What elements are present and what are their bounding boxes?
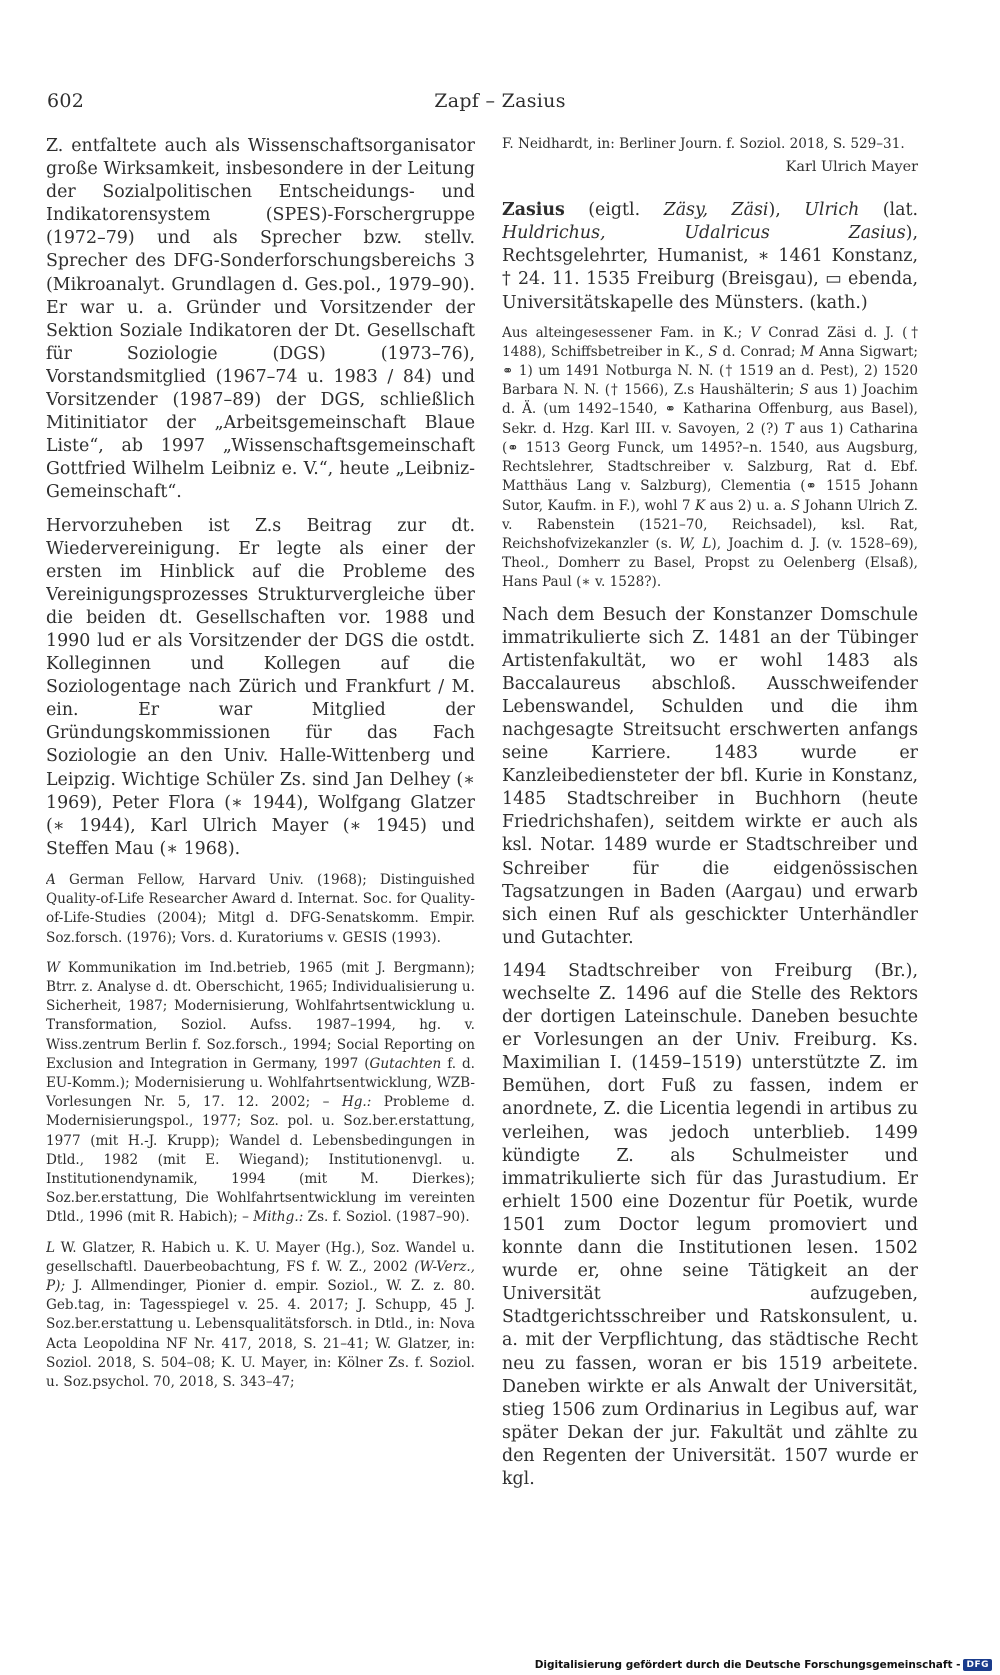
- genealogy-marker: S: [708, 343, 718, 360]
- works-text: Zs. f. Soziol. (1987–90).: [303, 1209, 470, 1226]
- genealogy-marker: M: [800, 343, 815, 360]
- left-column: [46, 135, 475, 1515]
- entry-header-italic: Zäsy, Zäsi: [663, 200, 769, 221]
- works-italic: Gutachten: [369, 1055, 442, 1072]
- literature-continuation: F. Neidhardt, in: Berliner Journ. f. Soziol. 2018, S. 529–31.: [502, 136, 905, 152]
- awards-text: German Fellow, Harvard Univ. (1968); Distinguished Quality-of-Life Researcher Award d. Internat. Soc. for Quality-of-Life-Studies (2004); Mitgl d. DFG-Senatskomm. Empir. Soz.forsch. (1976); Vors. d. Kuratoriums v. GESIS (1993).: [46, 871, 475, 946]
- works-text: f. d. EU-Komm.); Modernisierung u. Wohlfahrtsentwicklung, WZB-Vorlesungen Nr. 5, 17. 12. 2002; –: [46, 1055, 475, 1111]
- genealogy-marker: K: [695, 497, 706, 514]
- entry-name: Zasius: [502, 200, 565, 221]
- entry-header-italic: Ulrich: [804, 200, 860, 221]
- body-paragraph: Nach dem Besuch der Konstanzer Domschule immatrikulierte sich Z. 1481 an der Tübinger Artistenfakultät, wo er wohl 1483 als Baccalaureus abschloß. Ausschweifender Lebenswandel, Schulden und die ihm nachgesagte Streitsucht erschwerten anfangs seine Karriere. 1483 wurde er Kanzleibediensteter der bfl. Kurie in Konstanz, 1485 Stadtschreiber in Buchhorn (heute Friedrichshafen), seitdem wirkte er auch als ksl. Notar. 1489 wurde er Stadtschreiber und Schreiber für die eidgenössischen Tagsatzungen in Baden (Aargau) und erwarb sich einen Ruf als geschickter Unterhändler und Gutachter.: [502, 604, 918, 948]
- entry-header-text: (lat.: [859, 200, 918, 221]
- works-italic: Mithg.:: [253, 1209, 304, 1226]
- genealogy-text: Conrad Zäsi d. J. († 1488), Schiffsbetreiber in K.,: [502, 324, 918, 360]
- genealogy-marker: S: [790, 497, 801, 514]
- footer-text: Digitalisierung gefördert durch die Deutsche Forschungsgemeinschaft -: [534, 1659, 961, 1671]
- genealogy-text: aus 2) u. a.: [705, 497, 791, 514]
- literature-text: J. Allmendinger, Pionier d. empir. Soziol., W. Z. z. 80. Geb.tag, in: Tagesspiegel v. 25. 4. 2017; J. Schupp, 45 J. Soz.ber.erstattung u. Lebensqualitätsforsch. in Dtld., in: Nova Acta Leopoldina NF Nr. 417, 2018, S. 21–41; W. Glatzer, in: Soziol. 2018, S. 504–08; K. U. Mayer, in: Kölner Zs. f. Soziol. u. Soz.psychol. 70, 2018, S. 343–47;: [46, 1277, 475, 1390]
- genealogy-section: [502, 324, 918, 593]
- genealogy-text: aus 1) Catharina (⚭ 1513 Georg Funck, um 1495?–n. 1540, aus Augsburg, Rechtslehrer, Stadtschreiber v. Salzburg, Rat d. Ebf. Matthäus Lang v. Salzburg), Clementia (⚭ 1515 Johann Sutor, Kaufm. in F.), wohl 7: [502, 420, 918, 514]
- body-paragraph: Hervorzuheben ist Z.s Beitrag zur dt. Wiedervereinigung. Er legte als einer der ersten im Hinblick auf die Probleme des Vereinigungsprozesses Strukturvergleiche über die beiden dt. Gesellschaften vor. 1988 und 1990 lud er als Vorsitzender der DGS die ostdt. Kolleginnen und Kollegen auf die Soziologentage nach Zürich und Frankfurt / M. ein. Er war Mitglied der Gründungskommissionen für das Fach Soziologie an den Univ. Halle-Wittenberg und Leipzig. Wichtige Schüler Zs. sind Jan Delhey (∗ 1969), Peter Flora (∗ 1944), Wolfgang Glatzer (∗ 1944), Karl Ulrich Mayer (∗ 1945) und Steffen Mau (∗ 1968).: [46, 515, 475, 859]
- right-column: [502, 135, 918, 1515]
- entry-header: [502, 199, 918, 314]
- works-text: Probleme d. Modernisierungspol., 1977; Soz. pol. u. Soz.ber.erstattung, 1977 (mit H.-J. Krupp); Wandel d. Lebensbedingungen in Dtld., 1982 (mit E. Wiegand); Institutionenvgl. u. Institutionendynamik, 1994 (mit M. Dierkes); Soz.ber.erstattung, Die Wohlfahrtsentwicklung im vereinten Dtld., 1996 (mit R. Habich); –: [46, 1094, 475, 1226]
- entry-header-text: (eigtl.: [564, 200, 664, 221]
- awards-section: [46, 871, 475, 948]
- author-signature: Karl Ulrich Mayer: [785, 159, 918, 176]
- entry-header-text: ),: [768, 200, 805, 221]
- genealogy-text: d. Conrad;: [717, 343, 801, 360]
- running-head: Zapf – Zasius: [434, 90, 566, 112]
- section-marker: W: [46, 959, 60, 976]
- literature-text: W. Glatzer, R. Habich u. K. U. Mayer (Hg.), Soz. Wandel u. gesellschaftl. Dauerbeobachtung, FS f. W. Z., 2002: [46, 1239, 475, 1275]
- genealogy-marker: T: [784, 420, 794, 437]
- genealogy-marker: W, L: [679, 535, 712, 552]
- entry-header-italic: Huldrichus, Udalricus Zasius: [502, 223, 906, 244]
- body-paragraph: 1494 Stadtschreiber von Freiburg (Br.), wechselte Z. 1496 auf die Stelle des Rektors der dortigen Lateinschule. Daneben besuchte er Vorlesungen an der Univ. Freiburg. Ks. Maximilian I. (1459–1519) unterstützte Z. im Bemühen, dort Fuß zu fassen, indem er anordnete, Z. die Licentia legendi in artibus zu verleihen, was jedoch unterblieb. 1499 kündigte Z. als Schulmeister und immatrikulierte sich für das Jurastudium. Er erhielt 1500 eine Dozentur für Poetik, wurde 1501 zum Doctor legum promoviert und konnte dann die Institutionen lesen. 1502 wurde er, ohne seine Tätigkeit an der Universität aufzugeben, Stadtgerichtsschreiber und Ratskonsulent, u. a. mit der Verpflichtung, das städtische Recht neu zu fassen, woran er bis 1519 arbeitete. Daneben wirkte er als Anwalt der Universität, stieg 1506 zum Ordinarius in Legibus auf, war später Dekan der jur. Fakultät und zählte zu den Regenten der Universität. 1507 wurde er kgl.: [502, 960, 918, 1489]
- section-marker: L: [46, 1239, 56, 1256]
- genealogy-marker: S: [799, 382, 809, 399]
- literature-italic: (W-Verz., P);: [46, 1258, 475, 1294]
- works-text: Kommunikation im Ind.betrieb, 1965 (mit J. Bergmann); Btrr. z. Analyse d. dt. Oberschicht, 1965; Individualisierung u. Sicherheit, 1987; Modernisierung, Wohlfahrtsentwicklung u. Transformation, Soziol. Aufss. 1987–1994, hg. v. Wiss.zentrum Berlin f. Soz.forsch., 1994; Social Reporting on Exclusion and Integration in Germany, 1997 (: [46, 959, 475, 1072]
- genealogy-text: Anna Sigwart; ⚭ 1) um 1491 Notburga N. N. († 1519 an d. Pest), 2) 1520 Barbara N. N. († 1566), Z.s Haushälterin;: [502, 343, 918, 399]
- genealogy-text: ), Joachim d. J. (v. 1528–69), Theol., Domherr zu Basel, Propst zu Oelenberg (Elsaß), Hans Paul (∗ v. 1528?).: [502, 535, 918, 591]
- works-italic: Hg.:: [341, 1094, 372, 1111]
- section-marker: A: [46, 871, 56, 888]
- genealogy-marker: V: [750, 324, 761, 341]
- works-section: [46, 959, 475, 1228]
- genealogy-text: aus 1) Joachim d. Ä. (um 1492–1540, ⚭ Katharina Offenburg, aus Basel), Sekr. d. Hzg. Karl III. v. Savoyen, 2 (?): [502, 382, 918, 437]
- genealogy-text: Johann Ulrich Z. v. Rabenstein (1521–70, Reichsadel), ksl. Rat, Reichshofvizekanzler (s.: [502, 497, 918, 552]
- dfg-logo: DFG: [963, 1659, 992, 1671]
- entry-header-text: ), Rechtsgelehrter, Humanist, ∗ 1461 Konstanz, † 24. 11. 1535 Freiburg (Breisgau), ▭ ebenda, Universitätskapelle des Münsters. (kath.): [502, 223, 918, 313]
- page-number: 602: [47, 90, 85, 112]
- genealogy-text: Aus alteingesessener Fam. in K.;: [502, 324, 751, 341]
- digitization-footer: [535, 1659, 992, 1671]
- literature-section: [46, 1239, 475, 1393]
- body-paragraph: Z. entfaltete auch als Wissenschaftsorganisator große Wirksamkeit, insbesondere in der Leitung der Sozialpolitischen Entscheidungs- und Indikatorensystem (SPES)-Forschergruppe (1972–79) und als Sprecher bzw. stellv. Sprecher des DFG-Sonderforschungsbereichs 3 (Mikroanalyt. Grundlagen d. Ges.pol., 1979–90). Er war u. a. Gründer und Vorsitzender der Sektion Soziale Indikatoren der Dt. Gesellschaft für Soziologie (DGS) (1973–76), Vorstandsmitglied (1967–74 u. 1983 / 84) und Vorsitzender (1987–89) der DGS, schließlich Mitinitiator der „Arbeitsgemeinschaft Blaue Liste“, ab 1997 „Wissenschaftsgemeinschaft Gottfried Wilhelm Leibniz e. V.“, heute „Leibniz-Gemeinschaft“.: [46, 136, 475, 503]
